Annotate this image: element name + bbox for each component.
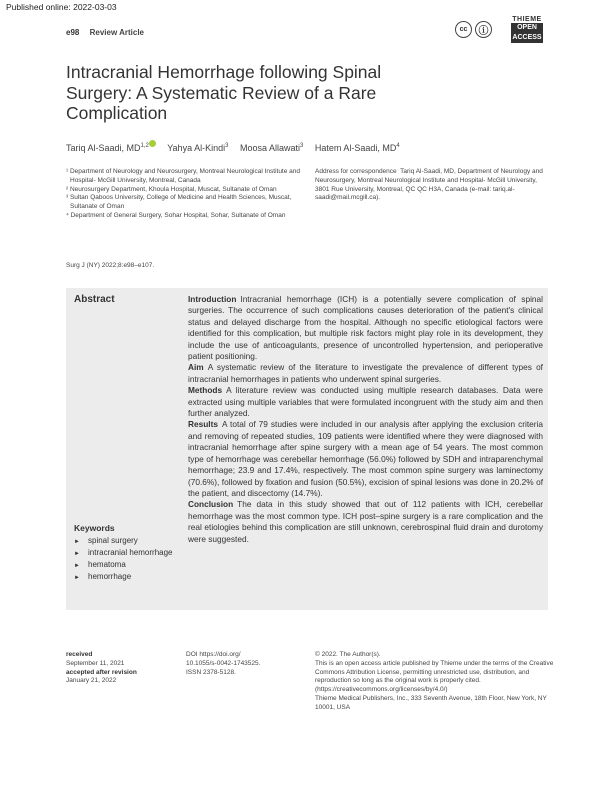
running-header — [66, 28, 144, 37]
abstract-section: Results A total of 79 studies were included in our analysis after applying the exclusion criteria and removing of repeated studies, 109 patients were identified where they were diagnosed with intracranial hemorrhage after spine surgery with a mean age of 54 years. The most common type of hemorrhage was cerebellar hemorrhage (56.0%) followed by SDH and intraparenchymal hemorrhage; 23.9 and 17.4%, respectively. The most common spine surgery was laminectomy (70.6%), followed by fixation and fusion (50.5%), excision of spinal lesions was done in 20.2% of the patient, and discectomy (14.7%). — [188, 419, 543, 498]
thieme-open-access-logo — [511, 16, 543, 43]
abstract-section: Aim A systematic review of the literature to investigate the prevalence of different types of intracranial hemorrhages in patients who underwent spinal surgeries. — [188, 362, 543, 384]
abstract-heading: Abstract — [74, 294, 115, 305]
thieme-logo-text: THIEME — [512, 16, 542, 23]
author: Yahya Al-Kindi$^3$ — [167, 143, 229, 153]
affiliation: ³ Sultan Qaboos University, College of Medicine and Health Sciences, Muscat, Sultanate of Oman — [66, 194, 292, 211]
access-label: ACCESS — [512, 34, 542, 41]
abstract-body — [188, 294, 543, 545]
author: Tariq Al-Saadi, MD$^{1,2}$ — [66, 143, 156, 153]
attribution-icon: ⓘ — [475, 21, 492, 38]
correspondence-label: Address for correspondence — [315, 168, 397, 175]
issn: ISSN 2378-5128. — [186, 668, 236, 676]
keywords-list — [74, 535, 184, 583]
keyword: ► hemorrhage — [74, 571, 184, 583]
license-text: This is an open access article published by Thieme under the terms of the Creative Commons Attribution License, permitting unrestricted use, distribution, and reproduction so long as the original work is properly cited. (https://creativecommons.org/licenses/by/4.0/) — [315, 659, 554, 694]
copyright-block — [315, 651, 555, 713]
article-type: Review Article — [89, 28, 144, 37]
abstract-section: Conclusion The data in this study showed that out of 112 patients with ICH, cerebellar hemorrhage was the most common type. ICH post–spine surgery is a rare complication and the real etiologies behind this complication are still unknown, cerebrospinal fluid drain and durotomy were suggested. — [188, 499, 543, 544]
doi-link[interactable]: 10.1055/s-0042-1743525. — [186, 659, 261, 667]
keyword: ► spinal surgery — [74, 535, 184, 547]
affiliations — [66, 168, 306, 221]
page-number: e98 — [66, 28, 80, 37]
keyword: ► intracranial hemorrhage — [74, 547, 184, 559]
author-list — [66, 140, 409, 153]
affiliation: ² Neurosurgery Department, Khoula Hospital, Muscat, Sultanate of Oman — [66, 185, 277, 193]
citation: Surg J (NY) 2022;8:e98–e107. — [66, 262, 155, 269]
received-label: received — [66, 651, 93, 658]
abstract-section: Methods A literature review was conducted using multiple research databases. Data were extracted using multiple variables that were formulated incongruent with the study aim and then further analyzed. — [188, 385, 543, 419]
accepted-date: January 21, 2022 — [66, 677, 117, 685]
orcid-icon[interactable] — [149, 140, 156, 147]
doi-block — [186, 651, 306, 677]
keywords-heading: Keywords — [74, 523, 115, 533]
author: Moosa Allawati$^3$ — [239, 143, 304, 153]
author: Hatem Al-Saadi, $MD^4$ — [314, 143, 400, 153]
open-label: OPEN — [511, 23, 543, 33]
published-date: Published online: 2022-03-03 — [6, 2, 117, 12]
affiliation: ⁴ Department of General Surgery, Sohar Hospital, Sohar, Sultanate of Oman — [66, 211, 286, 219]
correspondence-text: Tariq Al-Saadi, MD, Department of Neurology and Neurosurgery, Montreal Neurological Institute and Hospital- McGill University, 3801 Rue University, Montreal, QC QC H3A, Canada (e-mail: tariq.al-saadi@mail.mcgill.ca). — [315, 168, 543, 202]
received-date: September 11, 2021 — [66, 659, 125, 667]
accepted-label: accepted after revision — [66, 668, 137, 676]
abstract-section: Introduction Intracranial hemorrhage (ICH) is a potentially severe complication of spinal surgeries. The occurrence of such complications causes deterioration of the patient's clinical status and delayed discharge from the hospital. Although no specific etiological factors were identified for this complication, but multiple risk factors might play role in its development, they include the use of anticoagulants, presence of uncontrolled hypertension, and perioperative patient positioning. — [188, 294, 543, 362]
publisher-address: Thieme Medical Publishers, Inc., 333 Seventh Avenue, 18th Floor, New York, NY 10001, USA — [315, 694, 547, 711]
doi-label: DOI https://doi.org/ — [186, 651, 241, 658]
article-title: Intracranial Hemorrhage following Spinal Surgery: A Systematic Review of a Rare Complication — [66, 62, 382, 123]
dates-block — [66, 651, 176, 686]
copyright: © 2022. The Author(s). — [315, 651, 381, 658]
correspondence — [315, 168, 550, 203]
affiliation: ¹ Department of Neurology and Neurosurgery, Montreal Neurological Institute and Hospital- McGill University, Montreal, Canada — [66, 168, 300, 184]
cc-license-icon: cc — [455, 21, 472, 38]
keyword: ► hematoma — [74, 559, 184, 571]
